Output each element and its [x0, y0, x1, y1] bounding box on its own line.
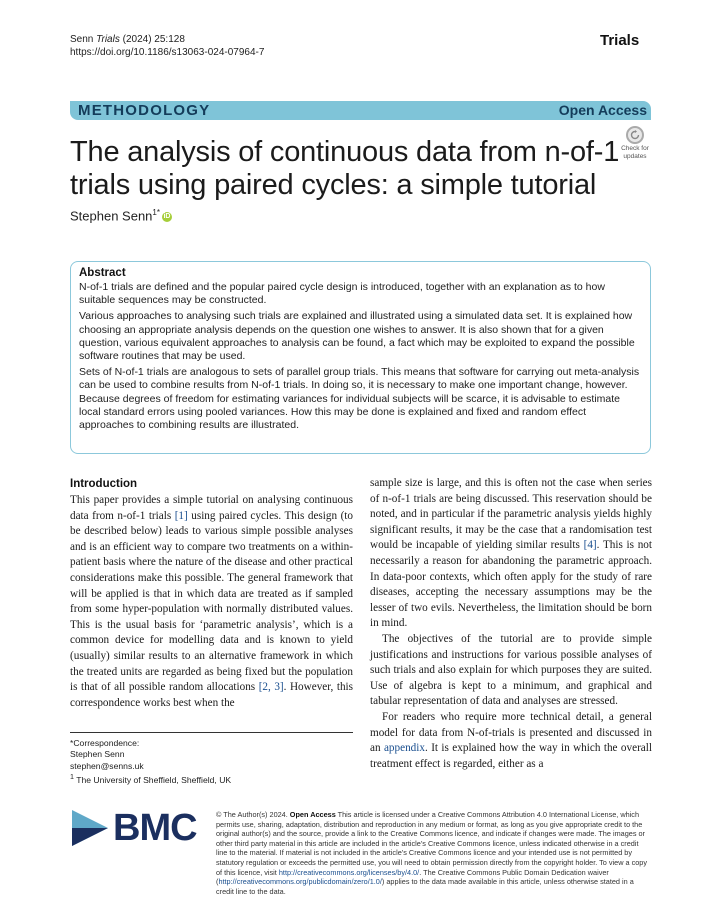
introduction-heading: Introduction: [70, 478, 138, 490]
correspondence-footnote: [70, 738, 231, 786]
bmc-mark-icon: [70, 808, 110, 848]
abstract-box: [70, 261, 651, 454]
check-updates-label-2: updates: [623, 153, 647, 160]
author-marks: 1*: [152, 208, 160, 217]
bmc-logo: [70, 808, 215, 848]
author-line: [70, 208, 172, 223]
orcid-icon[interactable]: iD: [163, 213, 171, 221]
correspondence-email[interactable]: stephen@senns.uk: [70, 760, 144, 771]
citation-author: Senn: [70, 34, 94, 45]
open-access-label: Open Access: [558, 102, 647, 118]
journal-name: Trials: [600, 32, 640, 49]
footnote-divider: [70, 732, 353, 733]
doi-link[interactable]: https://doi.org/10.1186/s13063-024-07964-7: [70, 47, 265, 58]
abstract-paragraph-2: Various approaches to analysing such trials are explained and illustrated using a simulated data set. It is explained how choosing an appropriate analysis depends on the question one wishes to answer. It is also shown that for a given question, various equivalent approaches to analysis can be found, a fact which may be exploited to expand the possible software routines that may be used.: [79, 310, 635, 363]
reference-link-1[interactable]: [1]: [174, 509, 188, 522]
article-type: METHODOLOGY: [78, 102, 211, 119]
abstract-heading: Abstract: [79, 267, 126, 279]
citation-line: [70, 34, 185, 46]
author-name[interactable]: Stephen Senn: [70, 208, 153, 224]
body-left-column: [70, 476, 353, 711]
appendix-link[interactable]: appendix: [383, 742, 425, 755]
bmc-logo-text: BMC: [113, 807, 197, 849]
body-right-column: [370, 476, 652, 772]
correspondence-label: *Correspondence:: [70, 738, 140, 748]
right-paragraph-2: The objectives of the tutorial are to provide simple justifications and instructions for various possible analyses of such trials and also explain for which purposes they are suited. Use of algebra is kept to a minimum, and graphical and tabular representation of data and analyses are stressed.: [370, 632, 652, 708]
intro-paragraph: This paper provides a simple tutorial on analysing continuous data from n-of-1 trials [1] using paired cycles. This design (to be described below) leads to various simple possible analyses and is an efficient way to compare two treatments on a within-patient basis where the nature of the disease and other practical considerations make this possible. The general framework that will be applied is that in which data are treated as if sampled from some hyper-population with normally distributed values. This is the usual basis for ‘parametric analysis’, which is a common device for modelling data and is known to yield (usually) similar results to an alternative framework in which the treated units are regarded as being fixed but the population is that of all possible random allocations [2, 3]. However, this correspondence works best when the: [70, 494, 354, 709]
abstract-paragraph-1: N-of-1 trials are defined and the popular paired cycle design is introduced, together with an explanation as to how suitable sequences may be constructed.: [79, 281, 605, 307]
citation-volume: (2024) 25:128: [122, 34, 185, 45]
reference-link-4[interactable]: [4]: [583, 539, 597, 552]
article-title: The analysis of continuous data from n-of-1 trials using paired cycles: a simple tutorial: [70, 136, 620, 201]
citation-journal: Trials: [96, 34, 120, 45]
cc-by-link[interactable]: http://creativecommons.org/licenses/by/4.0/: [278, 867, 420, 877]
license-statement: © The Author(s) 2024. Open Access This article is licensed under a Creative Commons Attribution 4.0 International License, which permits use, sharing, adaptation, distribution and reproduction in any medium or format, as long as you give appropriate credit to the original author(s) and the source, provide a link to the Creative Commons licence, and indicate if changes were made. The images or other third party material in this article are included in the article’s Creative Commons licence, unless indicated otherwise in a credit line to the material. If material is not included in the article’s Creative Commons licence and your intended use is not permitted by statutory regulation or exceeds the permitted use, you will need to obtain permission directly from the copyright holder. To view a copy of this licence, visit http://creativecommons.org/licenses/by/4.0/. The Creative Commons Public Domain Dedication waiver (http://creativecommons.org/publicdomain/zero/1.0/) applies to the data made available in this article, unless otherwise stated in a credit line to the data.: [216, 810, 648, 896]
open-access-bold: Open Access: [289, 810, 336, 819]
check-updates-label-1: Check for: [621, 145, 649, 152]
right-paragraph-1: sample size is large, and this is often not the case when series of n-of-1 trials are being discussed. This reservation should be noted, and in particular if the parametric analysis yields highly significant results, it may be the case that a randomisation test would be incapable of yielding similar results [4]. This is not necessarily a reason for abandoning the parametric approach. In data-poor contexts, which often apply for the study of rare diseases, accepting the necessary assumptions may be the lesser of two evils. Nevertheless, the limitation should be born in mind.: [370, 477, 652, 630]
cc-zero-link[interactable]: http://creativecommons.org/publicdomain/zero/1.0/: [218, 877, 382, 887]
article-type-banner: [70, 101, 651, 120]
correspondence-name: Stephen Senn: [70, 749, 125, 760]
abstract-paragraph-3: Sets of N-of-1 trials are analogous to sets of parallel group trials. This means that software for carrying out meta-analysis can be used to combine results from N-of-1 trials. In doing so, it is necessary to make one important change, however. Because degrees of freedom for estimating variances for individual subjects will be scarce, it is advisable to estimate local standard errors using pooled variances. How this may be done is explained and fixed and random effect approaches to combining results are illustrated.: [79, 366, 640, 432]
right-paragraph-3: For readers who require more technical detail, a general model for data from N-of-trials is presented and discussed in an appendix. It is explained how the way in which the overall treatment effect is regarded, either as a: [370, 710, 652, 770]
affiliation: $^1$ The University of Sheffield, Sheffield, UK: [70, 773, 232, 786]
reference-link-2-3[interactable]: [2, 3]: [258, 681, 284, 694]
